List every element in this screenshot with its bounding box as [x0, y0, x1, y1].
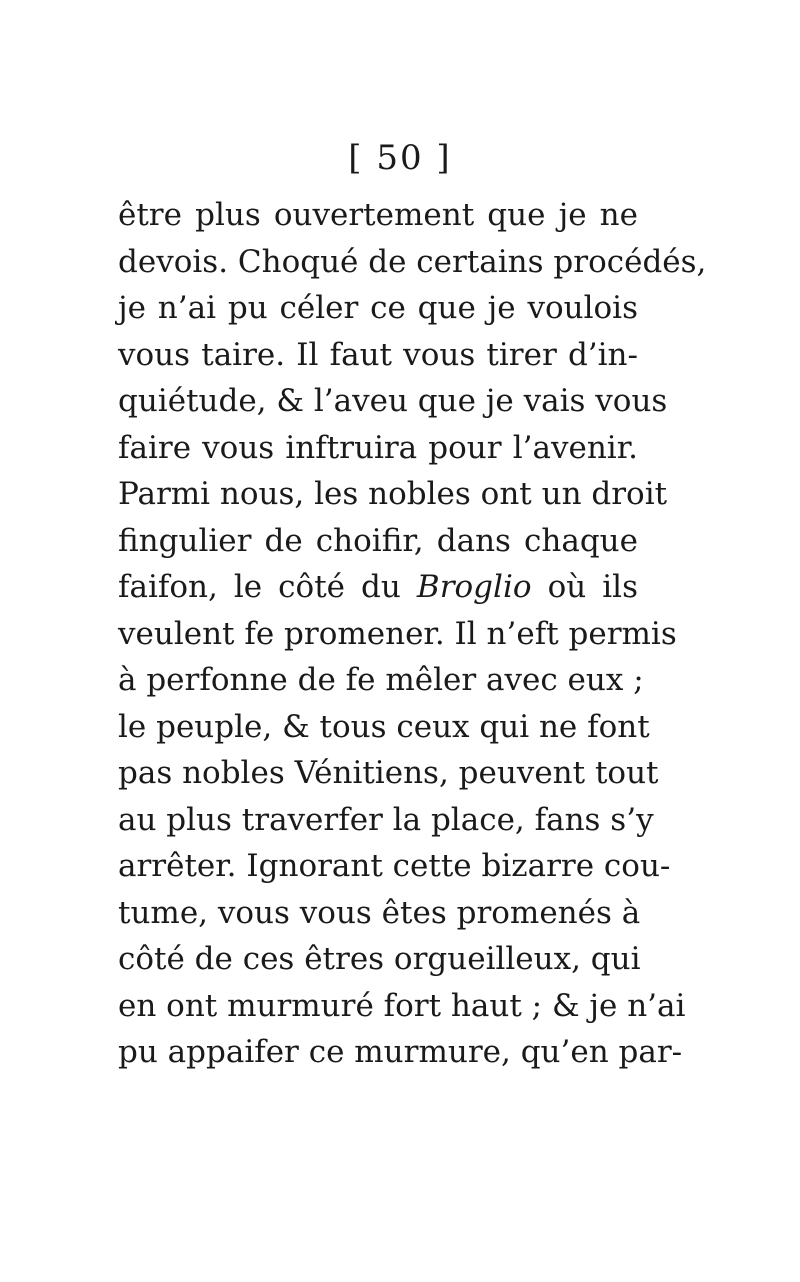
text-line-4: vous taire. Il faut vous tirer d’in-: [118, 336, 638, 373]
text-line-9-end: où ils: [531, 569, 638, 605]
text-line-19: pu appaifer ce murmure, qu’en par-: [118, 1034, 683, 1070]
text-line-12: le peuple, & tous ceux qui ne font: [118, 708, 650, 745]
text-line-6: faire vous inftruira pour l’avenir.: [118, 429, 638, 466]
text-line-16: tume, vous vous êtes promenés à: [118, 894, 641, 931]
text-line-11: à perfonne de fe mêler avec eux ;: [118, 662, 644, 698]
text-line-9: [118, 564, 638, 611]
text-line-9-start: faifon, le côté du: [118, 569, 417, 605]
page-number: [ 50 ]: [348, 138, 452, 178]
page-text: [118, 192, 707, 1076]
text-line-15: arrêter. Ignorant cette bizarre cou-: [118, 848, 671, 884]
text-line-18: en ont murmuré fort haut ; & je n’ai: [118, 987, 686, 1024]
text-line-14: au plus traverfer la place, fans s’y: [118, 801, 654, 838]
text-line-9-italic: Broglio: [416, 569, 532, 605]
text-line-2: devois. Choqué de certains procédés,: [118, 243, 707, 280]
text-line-10: veulent fe promener. Il n’eft permis: [118, 615, 677, 652]
text-line-3: je n’ai pu céler ce que je voulois: [118, 290, 638, 326]
text-line-5: quiétude, & l’aveu que je vais vous: [118, 383, 668, 419]
text-line-17: côté de ces êtres orgueilleux, qui: [118, 941, 641, 977]
text-line-13: pas nobles Vénitiens, peuvent tout: [118, 755, 659, 791]
text-line-8: fingulier de choifir, dans chaque: [118, 522, 638, 559]
text-line-1: être plus ouvertement que je ne: [118, 197, 638, 233]
text-line-7: Parmi nous, les nobles ont un droit: [118, 476, 668, 512]
